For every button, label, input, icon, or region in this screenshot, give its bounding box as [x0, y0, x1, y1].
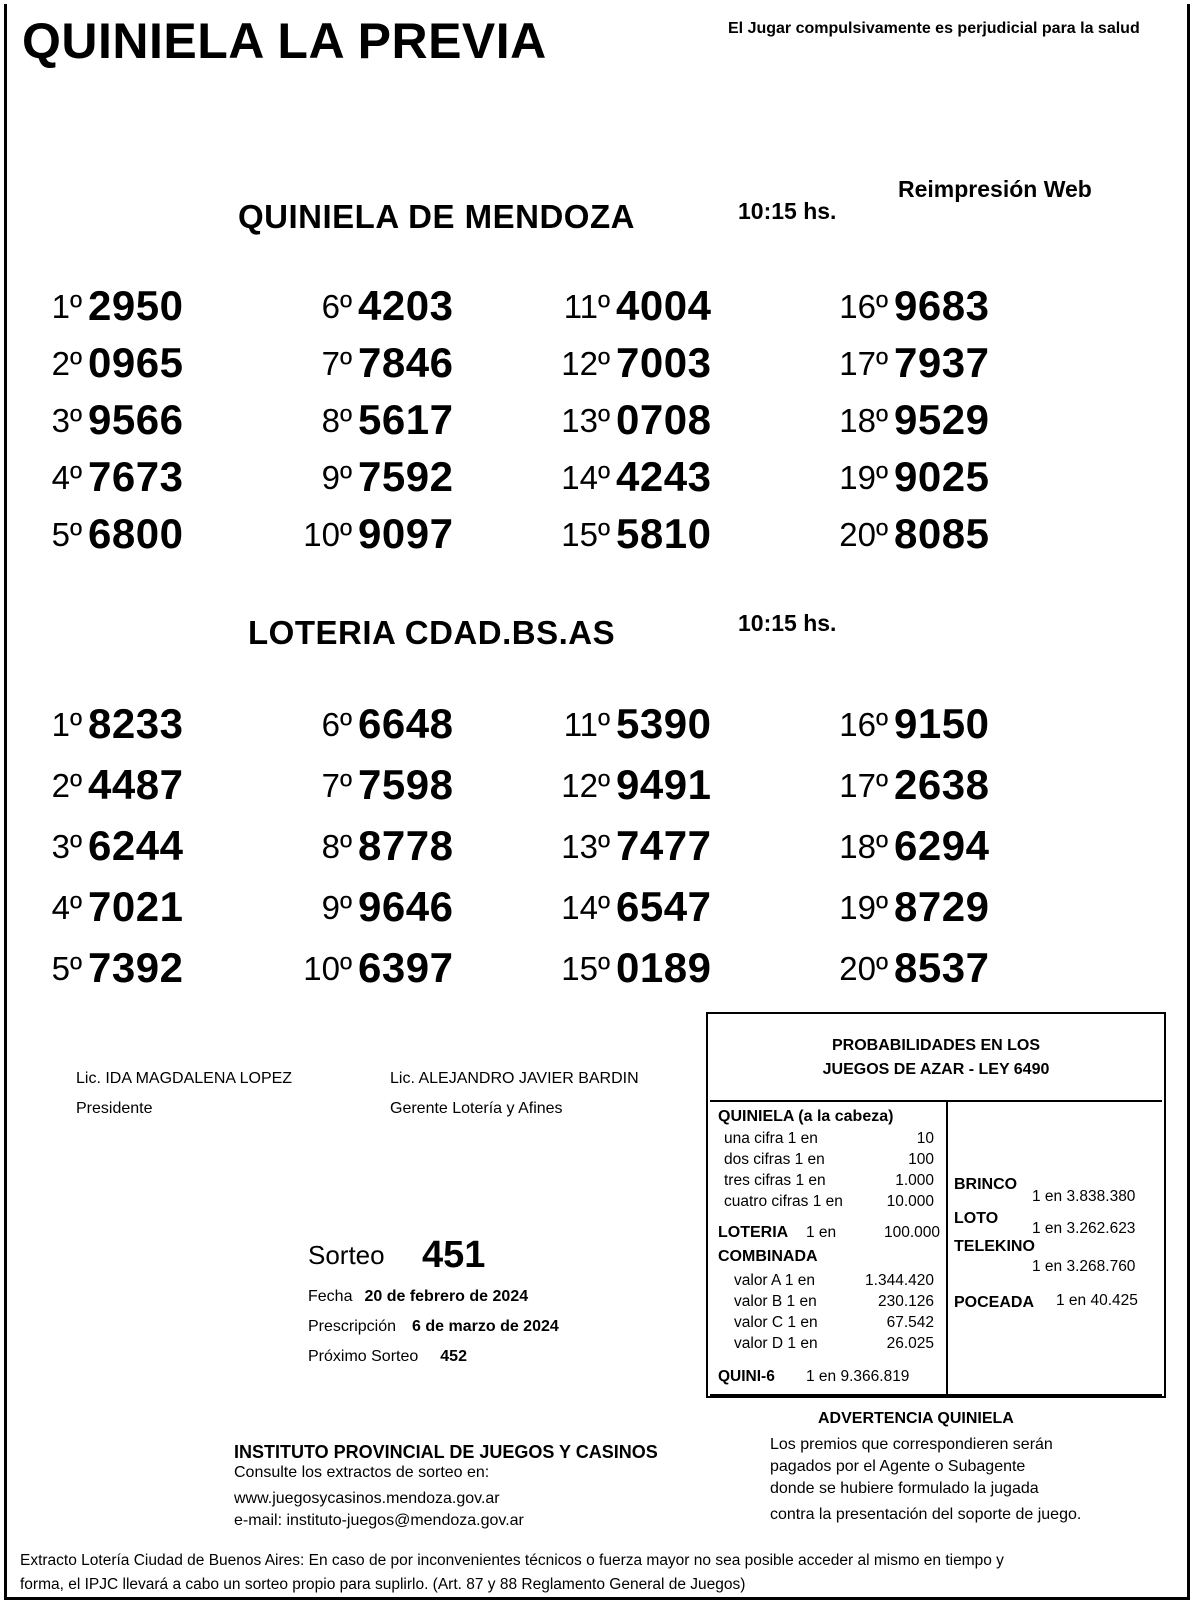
result-number: 7592 [358, 453, 454, 500]
signature-left-role: Presidente [76, 1100, 153, 1117]
prob-row-label: valor D 1 en [734, 1335, 818, 1352]
result-position: 13º [561, 402, 610, 439]
result-number: 9491 [616, 761, 712, 808]
result-position: 18º [839, 828, 888, 865]
loteria-prob-value: 100.000 [883, 1224, 940, 1241]
result-position: 14º [561, 459, 610, 496]
footer-note-line1: Extracto Lotería Ciudad de Buenos Aires: En caso de por inconvenientes técnicos o fuerza mayor no sea posible acceder al mismo en tiempo y [20, 1552, 1004, 1569]
result-number: 7846 [358, 339, 454, 386]
result-number: 6547 [616, 883, 712, 930]
prob-row-value: 1.344.420 [865, 1272, 934, 1289]
result-number: 6800 [88, 510, 184, 557]
result-number: 9646 [358, 883, 454, 930]
result-number: 0965 [88, 339, 184, 386]
bsas-title: LOTERIA CDAD.BS.AS [248, 614, 616, 651]
result-number: 2638 [894, 761, 990, 808]
proximo-value: 452 [440, 1348, 467, 1365]
result-number: 8085 [894, 510, 990, 557]
result-position: 1º [51, 706, 82, 743]
prob-row-value: 10.000 [886, 1193, 934, 1210]
prob-row-label: valor B 1 en [734, 1293, 817, 1310]
signature-right-name: Lic. ALEJANDRO JAVIER BARDIN [390, 1070, 639, 1087]
result-number: 2950 [88, 282, 184, 329]
result-number: 6648 [358, 700, 454, 747]
bsas-time: 10:15 hs. [738, 610, 837, 636]
result-number: 7392 [88, 944, 184, 991]
sorteo-label: Sorteo [308, 1240, 385, 1270]
result-number: 9097 [358, 510, 454, 557]
result-number: 4487 [88, 761, 184, 808]
probabilities-table [710, 1100, 1162, 1396]
result-position: 2º [51, 345, 82, 382]
fecha-value: 20 de febrero de 2024 [364, 1288, 529, 1305]
result-number: 4004 [616, 282, 712, 329]
loto-prob-value: 1 en 3.262.623 [1032, 1220, 1136, 1237]
proximo-row [308, 1348, 467, 1366]
mendoza-time: 10:15 hs. [738, 198, 837, 224]
result-position: 19º [839, 889, 888, 926]
result-position: 17º [839, 767, 888, 804]
prob-row-value: 10 [916, 1130, 934, 1147]
result-number: 5810 [616, 510, 712, 557]
loto-prob-label: LOTO [954, 1210, 999, 1227]
result-number: 5390 [616, 700, 712, 747]
result-number: 9683 [894, 282, 990, 329]
advertencia-line: pagados por el Agente o Subagente [770, 1458, 1026, 1475]
probabilities-header [708, 1014, 1164, 1098]
prescripcion-label: Prescripción [308, 1318, 397, 1335]
result-number: 5617 [358, 396, 454, 443]
result-position: 4º [51, 889, 82, 926]
result-number: 6397 [358, 944, 454, 991]
advertencia-title: ADVERTENCIA QUINIELA [818, 1410, 1014, 1427]
result-number: 8729 [894, 883, 990, 930]
result-position: 6º [321, 288, 352, 325]
brinco-prob-value: 1 en 3.838.380 [1032, 1188, 1136, 1205]
prob-row-value: 26.025 [886, 1335, 934, 1352]
signature-right-role: Gerente Lotería y Afines [390, 1100, 563, 1117]
sorteo-number: 451 [422, 1234, 486, 1276]
health-warning: El Jugar compulsivamente es perjudicial para la salud [728, 20, 1140, 37]
result-number: 0189 [616, 944, 712, 991]
result-position: 4º [51, 459, 82, 496]
brinco-prob-label: BRINCO [954, 1176, 1018, 1193]
prob-row-value: 100 [908, 1151, 934, 1168]
result-position: 8º [321, 402, 352, 439]
result-position: 13º [561, 828, 610, 865]
result-position: 2º [51, 767, 82, 804]
page-title: QUINIELA LA PREVIA [22, 13, 547, 69]
result-position: 8º [321, 828, 352, 865]
signature-left-name: Lic. IDA MAGDALENA LOPEZ [76, 1070, 293, 1087]
probabilities-divider [946, 1102, 948, 1394]
quini6-prob-value: 1 en 9.366.819 [806, 1368, 910, 1385]
result-number: 4203 [358, 282, 454, 329]
probabilities-header-line1: PROBABILIDADES EN LOS [831, 1037, 1040, 1054]
prob-row-label: una cifra 1 en [724, 1130, 818, 1147]
poceada-prob-label: POCEADA [954, 1294, 1035, 1311]
telekino-prob-value: 1 en 3.268.760 [1032, 1258, 1136, 1275]
result-position: 10º [303, 516, 352, 553]
result-number: 9566 [88, 396, 184, 443]
result-position: 3º [51, 402, 82, 439]
result-number: 7598 [358, 761, 454, 808]
result-position: 14º [561, 889, 610, 926]
result-number: 9025 [894, 453, 990, 500]
result-position: 5º [51, 950, 82, 987]
result-number: 7003 [616, 339, 712, 386]
result-position: 16º [839, 706, 888, 743]
result-position: 15º [561, 950, 610, 987]
fecha-row [308, 1288, 528, 1306]
prob-row-value: 230.126 [877, 1293, 934, 1310]
result-number: 8233 [88, 700, 184, 747]
loteria-prob-label: LOTERIA [718, 1224, 789, 1241]
telekino-prob-label: TELEKINO [954, 1238, 1035, 1255]
result-number: 7021 [88, 883, 184, 930]
result-position: 16º [839, 288, 888, 325]
result-position: 10º [303, 950, 352, 987]
advertencia-line: Los premios que correspondieren serán [770, 1436, 1053, 1453]
quiniela-prob-title: QUINIELA (a la cabeza) [718, 1108, 894, 1125]
prob-row-label: valor A 1 en [734, 1272, 816, 1289]
result-number: 9529 [894, 396, 990, 443]
result-number: 9150 [894, 700, 990, 747]
prob-row-label: dos cifras 1 en [724, 1151, 825, 1168]
footer-note-line2: forma, el IPJC llevará a cabo un sorteo propio para suplirlo. (Art. 87 y 88 Reglamento General de Juegos) [20, 1576, 746, 1593]
fecha-label: Fecha [308, 1288, 353, 1305]
result-position: 11º [563, 288, 610, 325]
result-position: 19º [839, 459, 888, 496]
advertencia-line: contra la presentación del soporte de juego. [770, 1506, 1082, 1523]
result-position: 17º [839, 345, 888, 382]
result-position: 5º [51, 516, 82, 553]
result-position: 7º [321, 767, 352, 804]
loteria-prob-en: 1 en [806, 1224, 837, 1241]
result-number: 6294 [894, 822, 990, 869]
prob-row-value: 1.000 [895, 1172, 934, 1189]
result-number: 0708 [616, 396, 712, 443]
result-position: 15º [561, 516, 610, 553]
result-position: 20º [839, 950, 888, 987]
combinada-prob-title: COMBINADA [718, 1248, 818, 1265]
prob-row-label: cuatro cifras 1 en [724, 1193, 843, 1210]
result-position: 3º [51, 828, 82, 865]
prescripcion-value: 6 de marzo de 2024 [412, 1318, 559, 1335]
advertencia-line: donde se hubiere formulado la jugada [770, 1480, 1039, 1497]
probabilities-box [706, 1012, 1166, 1398]
result-position: 9º [321, 459, 352, 496]
result-position: 7º [321, 345, 352, 382]
prescripcion-row [308, 1318, 559, 1336]
result-position: 9º [321, 889, 352, 926]
institute-title: INSTITUTO PROVINCIAL DE JUEGOS Y CASINOS [234, 1442, 658, 1462]
result-position: 18º [839, 402, 888, 439]
prob-row-label: tres cifras 1 en [724, 1172, 826, 1189]
result-position: 12º [561, 767, 610, 804]
result-position: 6º [321, 706, 352, 743]
result-number: 7937 [894, 339, 990, 386]
result-number: 7673 [88, 453, 184, 500]
probabilities-header-line2: JUEGOS DE AZAR - LEY 6490 [822, 1061, 1050, 1078]
quini6-prob-label: QUINI-6 [718, 1368, 775, 1385]
institute-email-link[interactable]: e-mail: instituto-juegos@mendoza.gov.ar [234, 1512, 524, 1529]
mendoza-title: QUINIELA DE MENDOZA [238, 198, 635, 235]
prob-row-label: valor C 1 en [734, 1314, 818, 1331]
result-position: 12º [561, 345, 610, 382]
result-number: 8778 [358, 822, 454, 869]
proximo-label: Próximo Sorteo [308, 1348, 419, 1365]
result-position: 1º [51, 288, 82, 325]
result-number: 7477 [616, 822, 712, 869]
result-position: 20º [839, 516, 888, 553]
result-number: 6244 [88, 822, 184, 869]
institute-website-link[interactable]: www.juegosycasinos.mendoza.gov.ar [234, 1490, 500, 1507]
reprint-label: Reimpresión Web [898, 176, 1092, 202]
institute-consult-text: Consulte los extractos de sorteo en: [234, 1464, 490, 1481]
result-number: 4243 [616, 453, 712, 500]
result-position: 11º [563, 706, 610, 743]
prob-row-value: 67.542 [886, 1314, 934, 1331]
poceada-prob-value: 1 en 40.425 [1056, 1292, 1138, 1309]
result-number: 8537 [894, 944, 990, 991]
